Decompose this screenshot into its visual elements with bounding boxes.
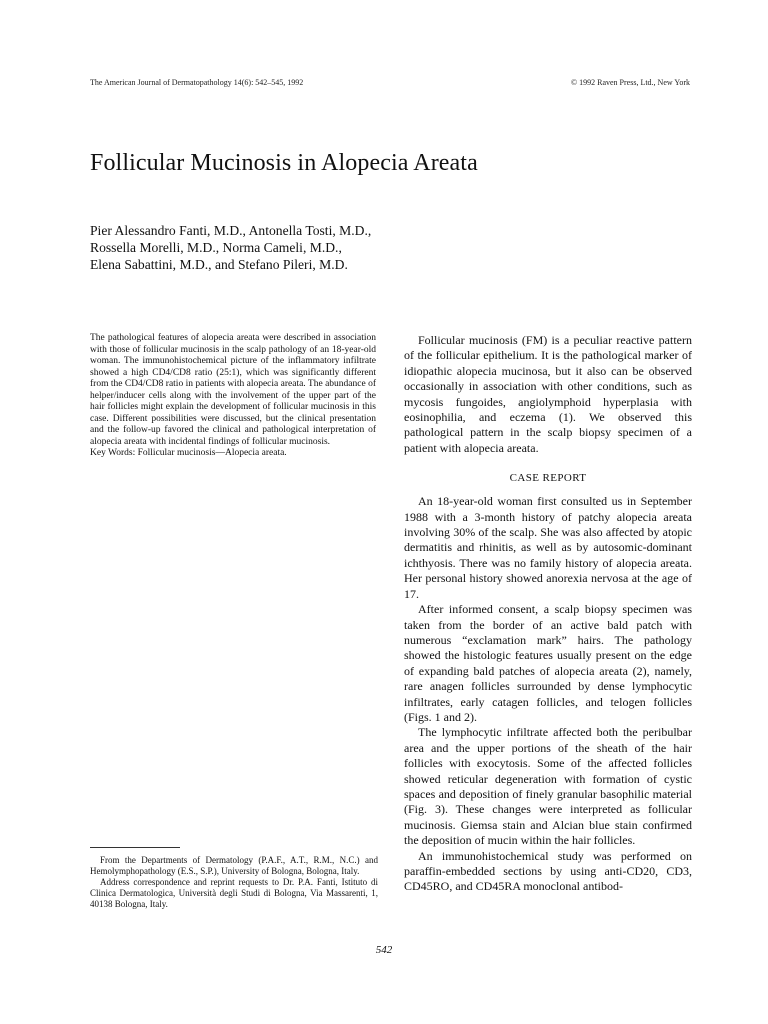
footnotes (90, 855, 378, 910)
page-number: 542 (375, 944, 393, 956)
body-paragraph: The lymphocytic infiltrate affected both the peribulbar area and the upper portions of the sheath of the hair follicles with exocytosis. Some of the affected follicles showed reticular degeneration with formation of cystic spaces and deposition of finely granular basophilic material (Fig. 3). These changes were interpreted as follicular mucinosis. Giemsa stain and Alcian blue stain confirmed the deposition of mucin within the hair follicles. (404, 725, 692, 848)
author-line: Elena Sabattini, M.D., and Stefano Pileri, M.D. (90, 257, 348, 272)
footnote-divider (90, 847, 180, 848)
body-paragraph: An 18-year-old woman first consulted us in September 1988 with a 3-month history of patchy alopecia areata involving 30% of the scalp. She was also affected by atopic dermatitis and rhinitis, as well as by autosomic-dominant ichthyosis. There was no family history of alopecia areata. Her personal history showed anorexia nervosa at the age of 17. (404, 494, 692, 601)
body-paragraph: An immunohistochemical study was performed on paraffin-embedded sections by using anti-CD20, CD3, CD45RO, and CD45RA monoclonal antibod- (404, 848, 692, 894)
journal-citation: The American Journal of Dermatopathology 14(6): 542–545, 1992 (90, 78, 304, 87)
abstract-text: The pathological features of alopecia areata were described in association with those of follicular mucinosis in the scalp pathology of an 18-year-old woman. The immunohistochemical picture of the inflammatory infiltrate showed a high CD4/CD8 ratio (25:1), which was significantly different from the CD4/CD8 ratio in patients with alopecia areata. The abundance of helper/inducer cells along with the involvement of the upper part of the hair follicles might explain the development of follicular mucinosis in this case. Different possibilities were discussed, but the clinical presentation and the follow-up favored the clinical and pathological interpretation of alopecia areata with incidental findings of follicular mucinosis. (90, 333, 376, 447)
abstract (90, 333, 376, 460)
left-column (90, 333, 376, 460)
author-line: Rossella Morelli, M.D., Norma Cameli, M.D., (90, 240, 342, 255)
keywords-text: Follicular mucinosis—Alopecia areata. (137, 448, 287, 458)
copyright-notice: © 1992 Raven Press, Ltd., New York (571, 78, 690, 87)
body-paragraph: After informed consent, a scalp biopsy specimen was taken from the border of an active bald patch with numerous “exclamation mark” hairs. The pathology showed the histologic features usually present on the edge of expanding bald patches of alopecia areata (2), namely, rare anagen follicles surrounded by dense lymphocytic infiltrates, early catagen follicles, and telogen follicles (Figs. 1 and 2). (404, 602, 692, 724)
footnote-correspondence: Address correspondence and reprint requests to Dr. P.A. Fanti, Istituto di Clinica Dermatologica, Università degli Studi di Bologna, Via Massarenti, 1, 40138 Bologna, Italy. (90, 877, 378, 909)
section-heading: CASE REPORT (509, 472, 587, 485)
keywords (90, 448, 376, 460)
author-line: Pier Alessandro Fanti, M.D., Antonella Tosti, M.D., (90, 223, 372, 238)
footnote-affiliation: From the Departments of Dermatology (P.A.F., A.T., R.M., N.C.) and Hemolymphopathology (E.S., S.P.), University of Bologna, Bologna, Italy. (90, 855, 378, 876)
article-title: Follicular Mucinosis in Alopecia Areata (90, 150, 478, 176)
author-list (90, 222, 371, 273)
intro-paragraph: Follicular mucinosis (FM) is a peculiar reactive pattern of the follicular epithelium. It is the pathological marker of idiopathic alopecia mucinosa, but it also can be observed occasionally in association with other conditions, such as mycosis fungoides, angiolymphoid hyperplasia with eosinophilia, and eczema (1). We observed this pathological pattern in the scalp biopsy specimen of a patient with alopecia areata. (404, 333, 692, 455)
right-column (404, 333, 692, 895)
keywords-label: Key Words: (90, 448, 136, 458)
